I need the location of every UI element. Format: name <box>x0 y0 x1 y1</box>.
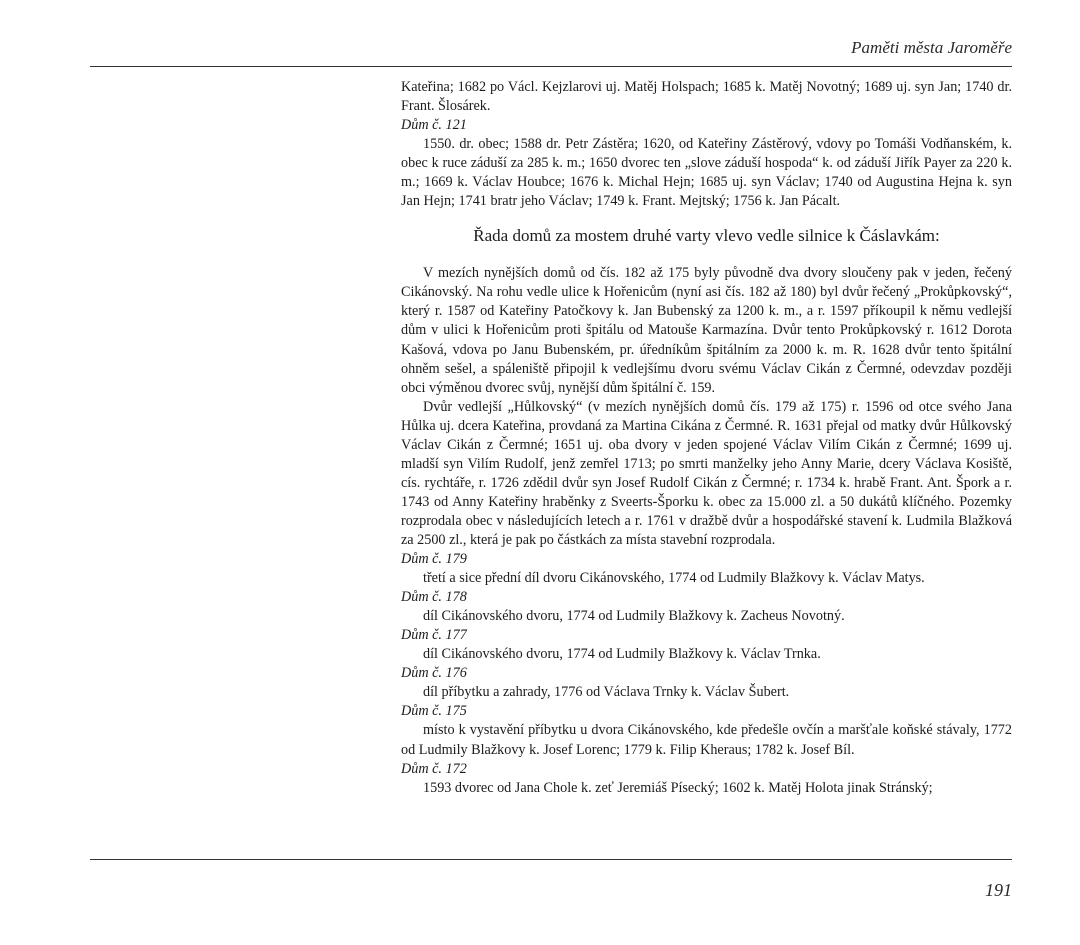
house-entry-177: díl Cikánovského dvoru, 1774 od Ludmily Blažkovy k. Václav Trnka. <box>423 646 821 663</box>
paragraph: V mezích nynějších domů od čís. 182 až 175 byly původně dva dvory sloučeny pak v jeden, řečený Cikánovský. Na rohu vedle ulice k Hořenicům (nyní asi čís. 182 až 180) byl dvůr řečený „Prokůpkovský“, který r. 1587 od Kateřiny Patočkovy k. Jan Bubenský za 1200 k. m., a r. 1597 příkoupil k němu vedlejší dům v ulici k Hořenicům proti špitálu od Matouše Karmazína. Dvůr tento Prokůpkovský r. 1612 Dorota Kašová, vdova po Janu Bubenském, pr. úředníkům špitálním za 2000 k. m. R. 1628 dvůr tento špitální ohněm sešel, a spáleniště připojil k vedlejšímu dvoru svému Václav Cikán z Čermné, odevzdav později obci výměnou dvorec svůj, nynější dům špitální č. 159. <box>401 265 1012 396</box>
house-heading-177: Dům č. 177 <box>401 627 467 644</box>
page-body <box>401 78 1012 798</box>
house-heading-178: Dům č. 178 <box>401 589 467 606</box>
paragraph: Dvůr vedlejší „Hůlkovský“ (v mezích nynějších domů čís. 179 až 175) r. 1596 od otce svého Jana Hůlka uj. dcera Kateřina, provdaná za Martina Cikána z Čermné. R. 1631 přejal od matky dvůr Hůlkovský Václav Cikán z Čermné; 1651 uj. oba dvory v jeden spojené Václav Vilím Cikán z Čermné; 1699 uj. mladší syn Vilím Rudolf, jenž zemřel 1713; po smrti manželky jeho Anny Marie, dcery Václava Kosiště, cís. rychtáře, r. 1726 zdědil dvůr syn Josef Rudolf Cikán z Čermné; r. 1734 k. hrabě Frant. Ant. Špork a r. 1743 od Anny Kateřiny hraběnky z Sveerts-Šporku k. obec za 15.000 zl. a 50 dukátů klíčného. Pozemky rozprodala obec v následujících letech a r. 1761 v dražbě dvůr a hospodářské stavení k. Ludmila Blažková za 2500 zl., která je pak po částkách za místa stavební rozprodala. <box>401 398 1012 548</box>
section-heading: Řada domů za mostem druhé varty vlevo vedle silnice k Čáslavkám: <box>473 226 940 246</box>
house-heading-176: Dům č. 176 <box>401 665 467 682</box>
paragraph: Kateřina; 1682 po Václ. Kejzlarovi uj. Matěj Holspach; 1685 k. Matěj Novotný; 1689 uj. syn Jan; 1740 dr. Frant. Šlosárek. <box>401 79 1012 115</box>
house-heading-179: Dům č. 179 <box>401 551 467 568</box>
header-rule <box>90 66 1012 67</box>
house-heading-175: Dům č. 175 <box>401 703 467 720</box>
house-entry-172: 1593 dvorec od Jana Chole k. zeť Jeremiáš Písecký; 1602 k. Matěj Holota jinak Stránský; <box>423 779 933 796</box>
house-entry-175: místo k vystavění příbytku u dvora Cikánovského, kde předešle ovčín a maršťale koňské stávaly, 1772 od Ludmily Blažkovy k. Josef Lorenc; 1779 k. Filip Kheraus; 1782 k. Josef Bíl. <box>401 722 1012 758</box>
running-header: Paměti města Jaroměře <box>851 38 1012 57</box>
house-entry-178: díl Cikánovského dvoru, 1774 od Ludmily Blažkovy k. Zacheus Novotný. <box>423 608 845 625</box>
page-number: 191 <box>985 880 1012 900</box>
house-entry-121: 1550. dr. obec; 1588 dr. Petr Zástěra; 1620, od Kateřiny Zástěrový, vdovy po Tomáši Vodňanském, k. obec k ruce záduší za 285 k. m.; 1650 dvorec ten „slove záduší hospoda“ k. od záduší Jiřík Payer za 220 k. m.; 1669 k. Václav Houbce; 1676 k. Michal Hejn; 1685 uj. syn Václav; 1740 od Augustina Hejna k. syn Jan Hejn; 1741 bratr jeho Václav; 1749 k. Frant. Mejtský; 1756 k. Jan Pácalt. <box>401 136 1012 210</box>
footer-rule <box>90 859 1012 860</box>
house-heading-121: Dům č. 121 <box>401 117 467 134</box>
house-entry-179: třetí a sice přední díl dvoru Cikánovského, 1774 od Ludmily Blažkovy k. Václav Matys. <box>423 570 925 587</box>
house-entry-176: díl příbytku a zahrady, 1776 od Václava Trnky k. Václav Šubert. <box>423 684 790 701</box>
house-heading-172: Dům č. 172 <box>401 760 467 777</box>
